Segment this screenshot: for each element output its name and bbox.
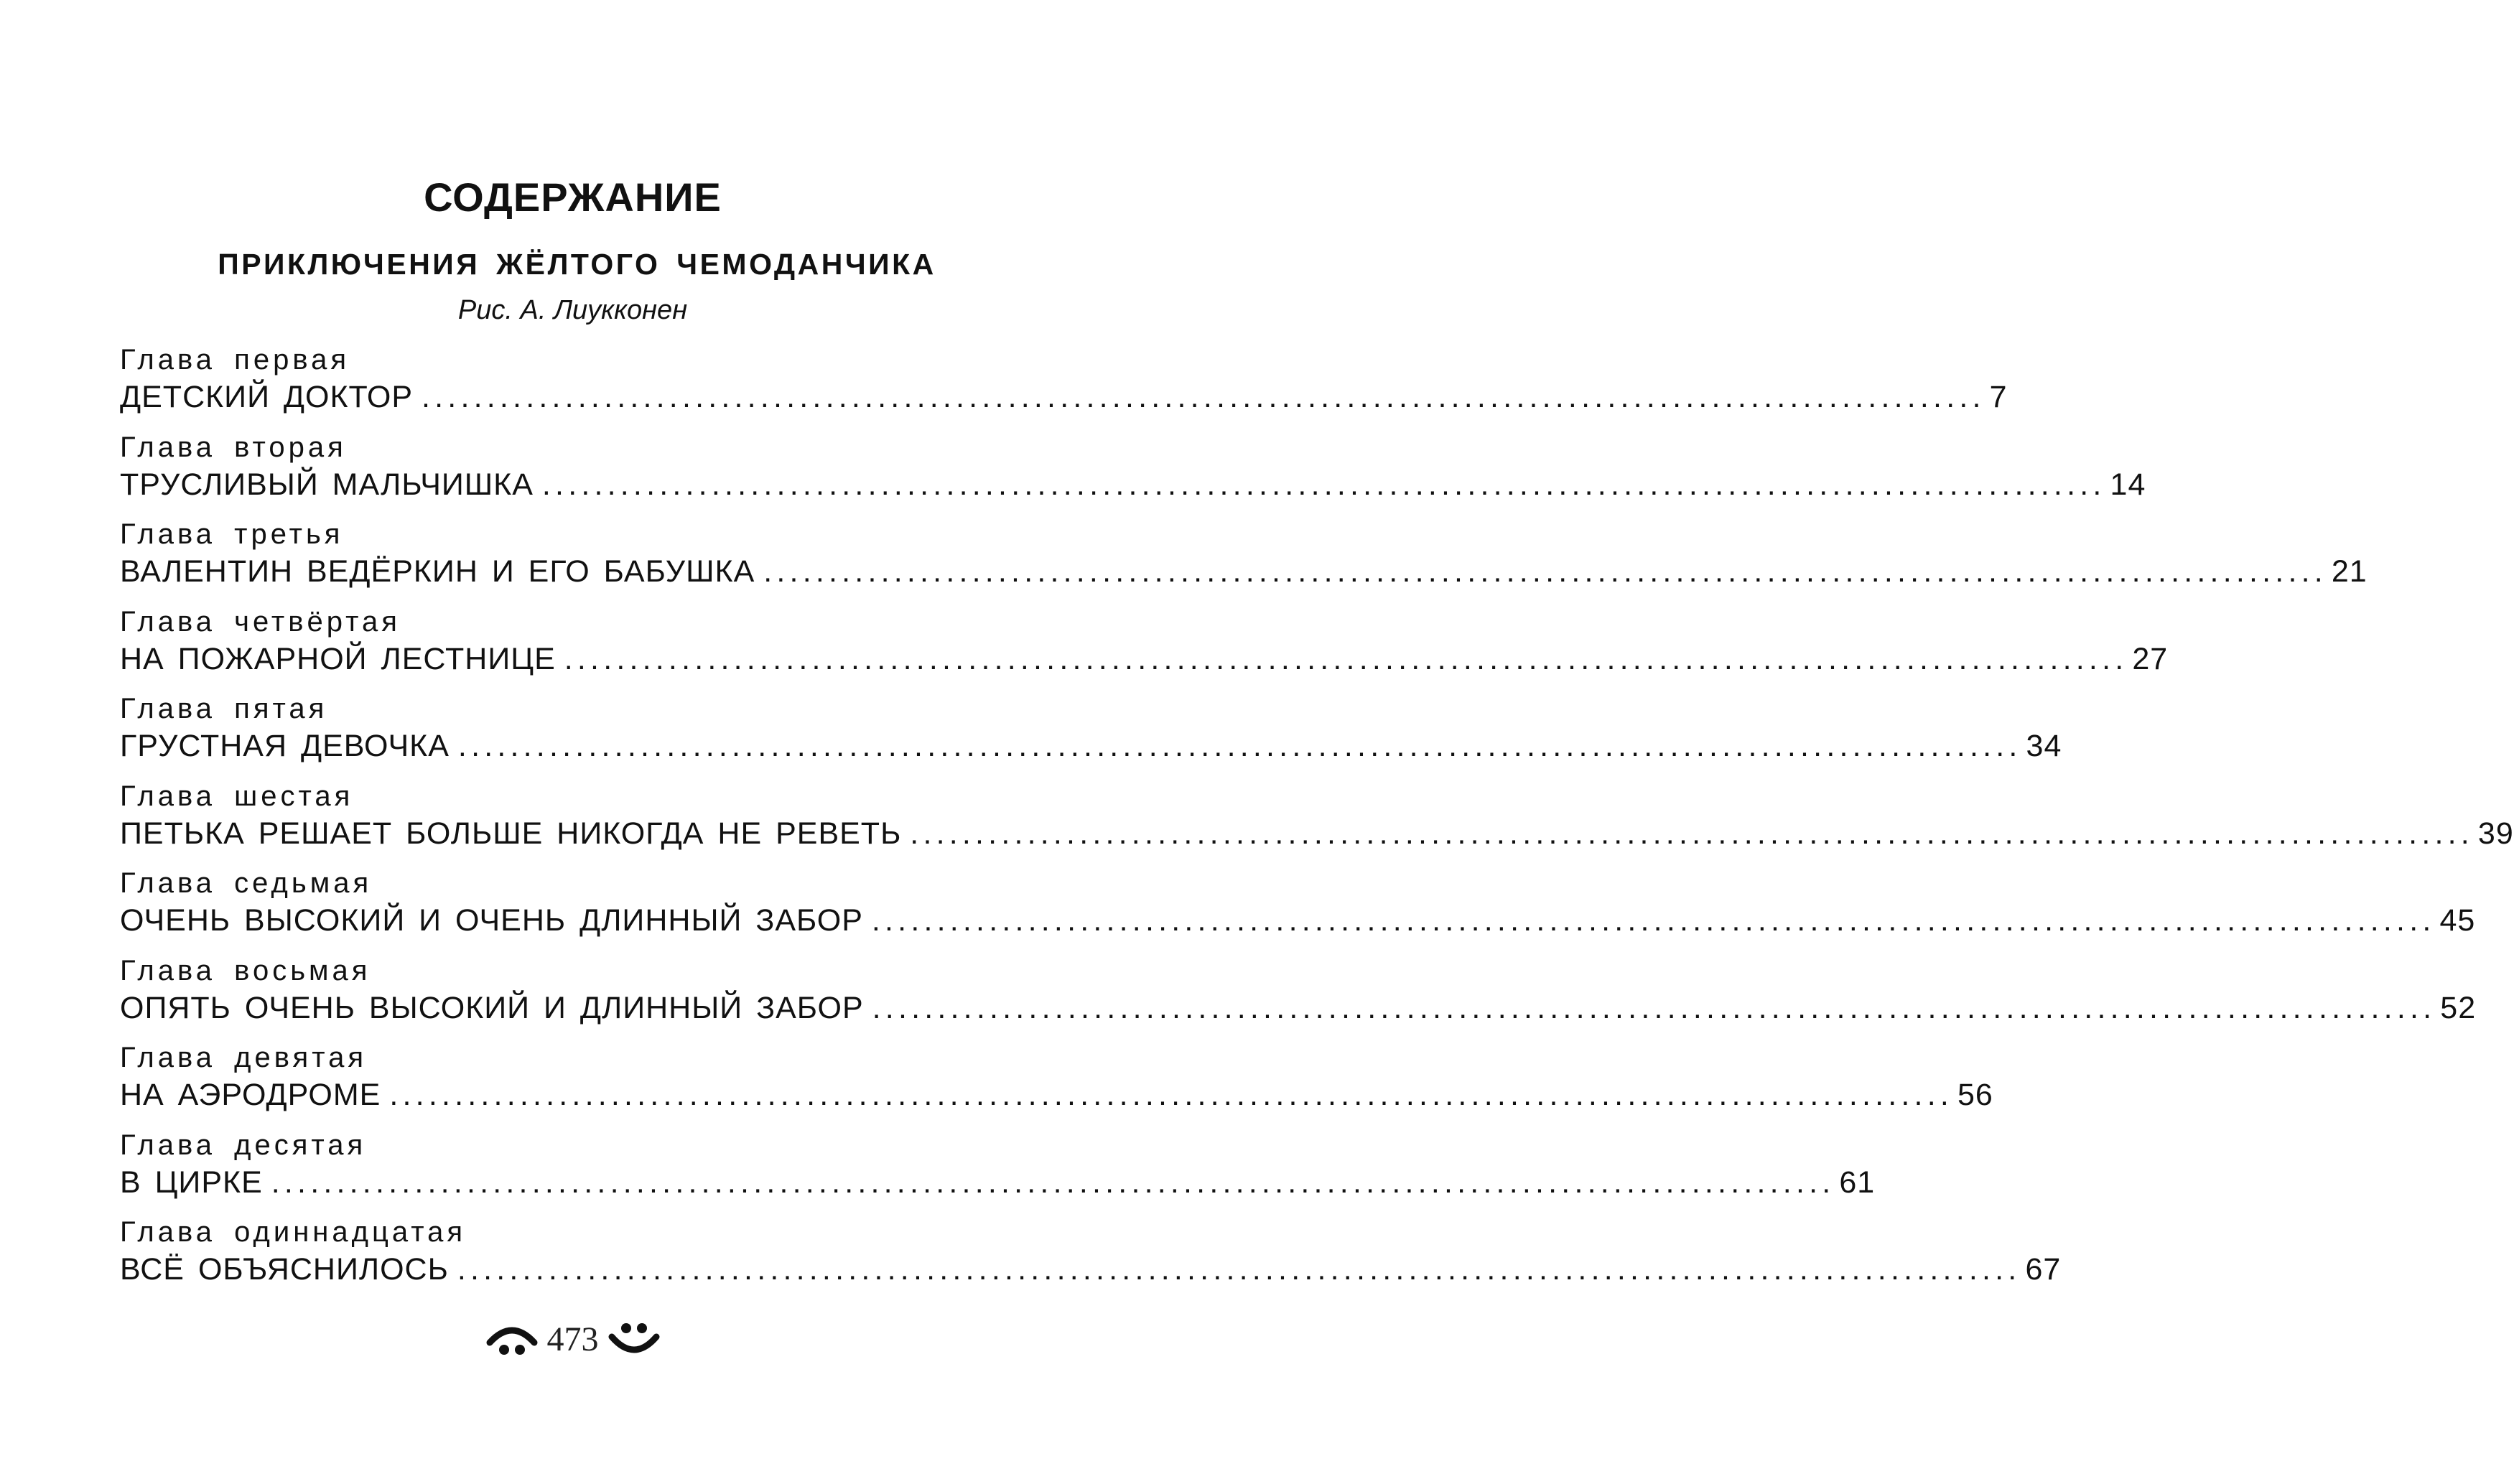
chapter-title: НА АЭРОДРОМЕ xyxy=(120,1078,381,1112)
chapter-title: ОПЯТЬ ОЧЕНЬ ВЫСОКИЙ И ДЛИННЫЙ ЗАБОР xyxy=(120,990,864,1025)
chapter-line xyxy=(120,1250,2062,1289)
chapter-label: Глава седьмая xyxy=(120,867,373,899)
page-number: 39 xyxy=(2477,816,2514,851)
chapter-label: Глава пятая xyxy=(120,693,328,724)
page-number: 27 xyxy=(2132,641,2169,676)
chapter-label: Глава девятая xyxy=(120,1042,367,1073)
page-number: 14 xyxy=(2110,467,2146,502)
toc-entry[interactable] xyxy=(120,1040,1993,1127)
chapter-line xyxy=(120,552,2368,591)
page-number: 7 xyxy=(1989,380,2008,414)
dot-leader: ........................................................................................................................ xyxy=(763,554,2327,589)
dot-leader: ........................................................................................................................ xyxy=(457,729,2022,763)
chapter-line xyxy=(120,989,2477,1027)
page-number: 21 xyxy=(2331,554,2368,589)
chapter-label: Глава десятая xyxy=(120,1129,367,1161)
chapter-label: Глава первая xyxy=(120,344,350,375)
page-number: 67 xyxy=(2025,1252,2062,1287)
table-of-contents xyxy=(120,342,2514,1302)
dot-leader: ........................................................................................................................ xyxy=(271,1165,1835,1200)
chapter-line xyxy=(120,814,2514,853)
chapter-label: Глава одиннадцатая xyxy=(120,1216,467,1248)
toc-entry[interactable] xyxy=(120,778,2514,866)
chapter-line xyxy=(120,1075,1993,1114)
chapter-title: В ЦИРКЕ xyxy=(120,1165,263,1200)
page-number: 56 xyxy=(1957,1078,1993,1112)
chapter-label: Глава восьмая xyxy=(120,954,371,986)
chapter-label: Глава вторая xyxy=(120,431,347,463)
chapter-title: ПЕТЬКА РЕШАЕТ БОЛЬШЕ НИКОГДА НЕ РЕВЕТЬ xyxy=(120,816,902,851)
chapter-label: Глава шестая xyxy=(120,780,354,812)
toc-entry[interactable] xyxy=(120,953,2477,1040)
chapter-label: Глава четвёртая xyxy=(120,605,401,638)
chapter-line xyxy=(120,640,2169,678)
chapter-title: ТРУСЛИВЫЙ МАЛЬЧИШКА xyxy=(120,467,534,502)
toc-entry[interactable] xyxy=(120,865,2476,953)
chapter-title: ДЕТСКИЙ ДОКТОР xyxy=(120,380,414,414)
dot-leader: ........................................................................................................................ xyxy=(389,1078,1953,1112)
chapter-line xyxy=(120,465,2146,504)
chapter-title: ВАЛЕНТИН ВЕДЁРКИН И ЕГО БАБУШКА xyxy=(120,554,755,589)
page-title: СОДЕРЖАНИЕ xyxy=(424,174,722,220)
footer-page-number: 473 xyxy=(546,1320,599,1358)
toc-entry[interactable] xyxy=(120,342,2008,429)
chapter-title: ВСЁ ОБЪЯСНИЛОСЬ xyxy=(120,1252,449,1287)
page-number: 34 xyxy=(2026,729,2062,763)
dot-leader: ........................................................................................................................ xyxy=(422,380,1985,414)
illustrator-credit: Рис. А. Лиукконен xyxy=(457,295,688,325)
page-number: 45 xyxy=(2439,903,2476,938)
chapter-label: Глава третья xyxy=(120,518,344,550)
chapter-title: ГРУСТНАЯ ДЕВОЧКА xyxy=(120,729,450,763)
happy-face-icon xyxy=(609,1321,659,1358)
dot-leader: ........................................................................................................................ xyxy=(910,816,2474,851)
dot-leader: ........................................................................................................................ xyxy=(872,990,2436,1025)
dot-leader: ........................................................................................................................ xyxy=(541,467,2106,502)
chapter-line xyxy=(120,727,2062,765)
toc-entry[interactable] xyxy=(120,691,2062,778)
sad-face-icon xyxy=(487,1321,537,1358)
chapter-title: ОЧЕНЬ ВЫСОКИЙ И ОЧЕНЬ ДЛИННЫЙ ЗАБОР xyxy=(120,903,863,938)
dot-leader: ........................................................................................................................ xyxy=(457,1252,2021,1287)
toc-entry[interactable] xyxy=(120,516,2368,604)
page-number: 52 xyxy=(2440,990,2477,1025)
page-number: 61 xyxy=(1839,1165,1876,1200)
toc-entry[interactable] xyxy=(120,429,2146,517)
book-title: ПРИКЛЮЧЕНИЯ ЖЁЛТОГО ЧЕМОДАНЧИКА xyxy=(218,248,936,281)
chapter-line xyxy=(120,378,2008,416)
chapter-line xyxy=(120,901,2476,940)
page-footer xyxy=(0,1318,1145,1361)
toc-entry[interactable] xyxy=(120,604,2169,691)
chapter-line xyxy=(120,1163,1876,1202)
chapter-title: НА ПОЖАРНОЙ ЛЕСТНИЦЕ xyxy=(120,641,556,676)
dot-leader: ........................................................................................................................ xyxy=(564,641,2128,676)
dot-leader: ........................................................................................................................ xyxy=(871,903,2436,938)
toc-entry[interactable] xyxy=(120,1127,1876,1215)
toc-entry[interactable] xyxy=(120,1214,2062,1302)
